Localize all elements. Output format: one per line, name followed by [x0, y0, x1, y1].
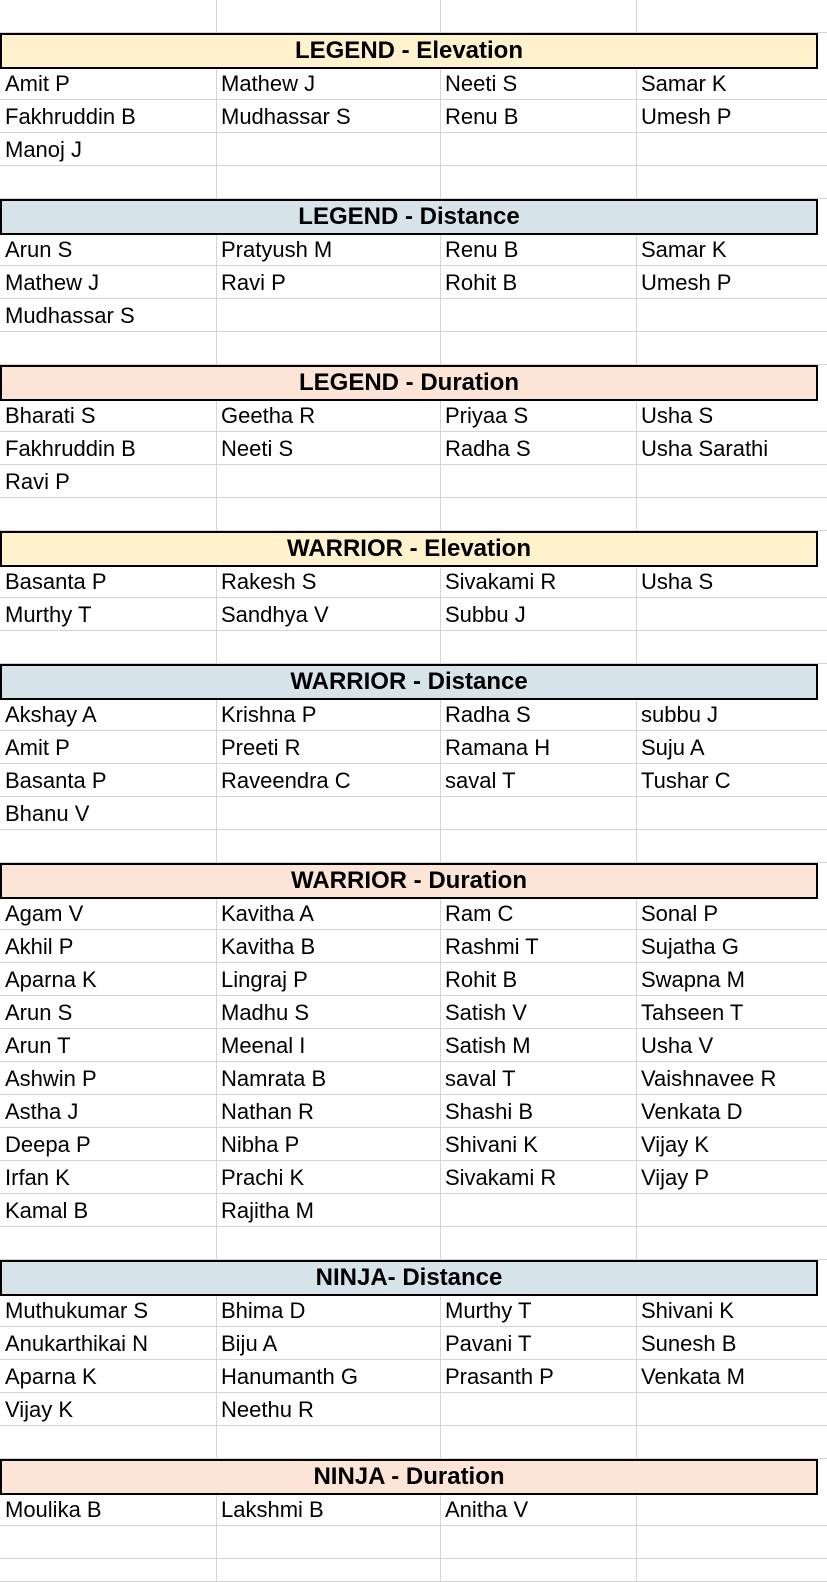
table-row: [0, 1393, 827, 1426]
name-cell[interactable]: [636, 465, 827, 497]
name-cell[interactable]: Lakshmi B: [221, 1497, 324, 1522]
name-cell[interactable]: Murthy T: [445, 1298, 532, 1323]
name-cell[interactable]: Arun T: [5, 1033, 71, 1058]
blank-row: [0, 332, 827, 365]
name-cell[interactable]: Neethu R: [221, 1397, 314, 1422]
table-row: [0, 233, 827, 266]
name-cell[interactable]: Arun S: [5, 237, 73, 262]
name-cell[interactable]: Ashwin P: [5, 1066, 97, 1091]
name-cell[interactable]: Rakesh S: [221, 569, 317, 594]
name-cell[interactable]: Aparna K: [5, 1364, 97, 1389]
name-cell[interactable]: Kamal B: [5, 1198, 89, 1223]
name-cell[interactable]: Raveendra C: [221, 768, 351, 793]
blank-row: [0, 1526, 827, 1559]
table-row: [0, 764, 827, 797]
name-cell[interactable]: [636, 133, 827, 165]
name-cell[interactable]: Nathan R: [221, 1099, 314, 1124]
name-cell[interactable]: Venkata M: [641, 1364, 745, 1389]
name-cell[interactable]: Samar K: [641, 237, 727, 262]
name-cell[interactable]: Astha J: [5, 1099, 79, 1124]
table-row: [0, 1327, 827, 1360]
section-header: WARRIOR - Duration: [0, 863, 818, 899]
table-row: [0, 1294, 827, 1327]
name-cell[interactable]: Rashmi T: [445, 934, 539, 959]
name-cell[interactable]: [440, 133, 636, 165]
table-row: [0, 565, 827, 598]
name-cell[interactable]: Prachi K: [221, 1165, 305, 1190]
name-cell[interactable]: subbu J: [641, 702, 719, 727]
blank-row: [0, 498, 827, 531]
name-cell[interactable]: Geetha R: [221, 403, 316, 428]
name-cell[interactable]: Nibha P: [221, 1132, 300, 1157]
name-cell[interactable]: Samar K: [641, 71, 727, 96]
section-header: WARRIOR - Distance: [0, 664, 818, 700]
name-cell[interactable]: Krishna P: [221, 702, 317, 727]
name-cell[interactable]: Lingraj P: [221, 967, 308, 992]
name-cell[interactable]: Kavitha A: [221, 901, 314, 926]
table-row: [0, 100, 827, 133]
section-header: WARRIOR - Elevation: [0, 531, 818, 567]
name-cell[interactable]: [216, 465, 440, 497]
name-cell[interactable]: Hanumanth G: [221, 1364, 358, 1389]
section-header: LEGEND - Duration: [0, 365, 818, 401]
table-row: [0, 1095, 827, 1128]
name-cell[interactable]: Biju A: [221, 1331, 278, 1356]
name-cell[interactable]: [636, 1493, 827, 1525]
name-cell[interactable]: Ravi P: [5, 469, 70, 494]
name-cell[interactable]: Fakhruddin B: [5, 436, 136, 461]
name-cell[interactable]: saval T: [445, 768, 516, 793]
name-cell[interactable]: Renu B: [445, 237, 519, 262]
table-row: [0, 897, 827, 930]
name-cell[interactable]: [216, 133, 440, 165]
name-cell[interactable]: Sandhya V: [221, 602, 329, 627]
name-cell[interactable]: Swapna M: [641, 967, 745, 992]
name-cell[interactable]: Neeti S: [445, 71, 518, 96]
name-cell[interactable]: Rohit B: [445, 967, 518, 992]
name-cell[interactable]: Mathew J: [221, 71, 316, 96]
name-cell[interactable]: Vijay P: [641, 1165, 710, 1190]
name-cell[interactable]: [636, 299, 827, 331]
name-cell[interactable]: Bhanu V: [5, 801, 90, 826]
name-cell[interactable]: Bhima D: [221, 1298, 306, 1323]
table-row: [0, 996, 827, 1029]
name-cell[interactable]: [440, 299, 636, 331]
name-cell[interactable]: Vaishnavee R: [641, 1066, 777, 1091]
table-row: [0, 963, 827, 996]
name-cell[interactable]: Agam V: [5, 901, 84, 926]
name-cell[interactable]: Rohit B: [445, 270, 518, 295]
name-cell[interactable]: Akhil P: [5, 934, 74, 959]
blank-row: [0, 166, 827, 199]
table-row: [0, 1360, 827, 1393]
name-cell[interactable]: Priyaa S: [445, 403, 529, 428]
blank-row: [0, 631, 827, 664]
table-row: [0, 1062, 827, 1095]
table-row: [0, 698, 827, 731]
table-row: [0, 1194, 827, 1227]
name-cell[interactable]: Anitha V: [445, 1497, 529, 1522]
table-row: [0, 432, 827, 465]
table-row: [0, 299, 827, 332]
name-cell[interactable]: Sivakami R: [445, 1165, 557, 1190]
table-row: [0, 133, 827, 166]
name-cell[interactable]: Pratyush M: [221, 237, 333, 262]
blank-row: [0, 0, 827, 33]
name-cell[interactable]: Umesh P: [641, 270, 732, 295]
name-cell[interactable]: Prasanth P: [445, 1364, 554, 1389]
name-cell[interactable]: Subbu J: [445, 602, 526, 627]
name-cell[interactable]: Venkata D: [641, 1099, 743, 1124]
name-cell[interactable]: Basanta P: [5, 569, 107, 594]
name-cell[interactable]: Mudhassar S: [221, 104, 351, 129]
blank-row: [0, 1559, 827, 1582]
name-cell[interactable]: [636, 797, 827, 829]
name-cell[interactable]: Shivani K: [641, 1298, 734, 1323]
blank-row: [0, 1227, 827, 1260]
section-header: NINJA - Duration: [0, 1459, 818, 1495]
name-cell[interactable]: Neeti S: [221, 436, 294, 461]
section-header: LEGEND - Distance: [0, 199, 818, 235]
name-cell[interactable]: Mathew J: [5, 270, 100, 295]
name-cell[interactable]: Shashi B: [445, 1099, 534, 1124]
name-cell[interactable]: Satish V: [445, 1000, 527, 1025]
name-cell[interactable]: Kavitha B: [221, 934, 316, 959]
name-cell[interactable]: Shivani K: [445, 1132, 538, 1157]
name-cell[interactable]: Radha S: [445, 436, 531, 461]
table-row: [0, 1493, 827, 1526]
section-header: NINJA- Distance: [0, 1260, 818, 1296]
name-cell[interactable]: [636, 598, 827, 630]
name-cell[interactable]: Moulika B: [5, 1497, 102, 1522]
name-cell[interactable]: Amit P: [5, 735, 70, 760]
name-cell[interactable]: Umesh P: [641, 104, 732, 129]
table-row: [0, 1128, 827, 1161]
name-cell[interactable]: saval T: [445, 1066, 516, 1091]
name-cell[interactable]: [440, 1393, 636, 1425]
name-cell[interactable]: Bharati S: [5, 403, 96, 428]
table-row: [0, 266, 827, 299]
name-cell[interactable]: Rajitha M: [221, 1198, 314, 1223]
name-cell[interactable]: Deepa P: [5, 1132, 91, 1157]
name-cell[interactable]: Basanta P: [5, 768, 107, 793]
name-cell[interactable]: Madhu S: [221, 1000, 310, 1025]
name-cell[interactable]: Ramana H: [445, 735, 551, 760]
name-cell[interactable]: Irfan K: [5, 1165, 70, 1190]
name-cell[interactable]: [216, 299, 440, 331]
name-cell[interactable]: Pavani T: [445, 1331, 532, 1356]
table-row: [0, 1161, 827, 1194]
name-cell[interactable]: Usha S: [641, 403, 714, 428]
name-cell[interactable]: Tushar C: [641, 768, 731, 793]
blank-row: [0, 830, 827, 863]
name-cell[interactable]: Fakhruddin B: [5, 104, 136, 129]
name-cell[interactable]: Namrata B: [221, 1066, 327, 1091]
name-cell[interactable]: [216, 797, 440, 829]
table-row: [0, 1029, 827, 1062]
name-cell[interactable]: Ravi P: [221, 270, 286, 295]
name-cell[interactable]: Meenal I: [221, 1033, 306, 1058]
name-cell[interactable]: Ram C: [445, 901, 514, 926]
name-cell[interactable]: Renu B: [445, 104, 519, 129]
table-row: [0, 67, 827, 100]
name-cell[interactable]: [636, 1194, 827, 1226]
table-row: [0, 731, 827, 764]
table-row: [0, 930, 827, 963]
name-cell[interactable]: Arun S: [5, 1000, 73, 1025]
name-cell[interactable]: Satish M: [445, 1033, 531, 1058]
name-cell[interactable]: [440, 1194, 636, 1226]
name-cell[interactable]: Mudhassar S: [5, 303, 135, 328]
name-cell[interactable]: Muthukumar S: [5, 1298, 149, 1323]
name-cell[interactable]: Sonal P: [641, 901, 719, 926]
name-cell[interactable]: Anukarthikai N: [5, 1331, 149, 1356]
table-row: [0, 797, 827, 830]
name-cell[interactable]: Murthy T: [5, 602, 92, 627]
name-cell[interactable]: Preeti R: [221, 735, 301, 760]
name-cell[interactable]: [440, 797, 636, 829]
name-cell[interactable]: Manoj J: [5, 137, 83, 162]
name-cell[interactable]: Akshay A: [5, 702, 97, 727]
table-row: [0, 399, 827, 432]
section-header: LEGEND - Elevation: [0, 33, 818, 69]
blank-row: [0, 1426, 827, 1459]
name-cell[interactable]: Aparna K: [5, 967, 97, 992]
name-cell[interactable]: [440, 465, 636, 497]
table-row: [0, 598, 827, 631]
name-cell[interactable]: Vijay K: [641, 1132, 710, 1157]
name-cell[interactable]: Radha S: [445, 702, 531, 727]
table-row: [0, 465, 827, 498]
name-cell[interactable]: Sujatha G: [641, 934, 739, 959]
name-cell[interactable]: Amit P: [5, 71, 70, 96]
name-cell[interactable]: Vijay K: [5, 1397, 74, 1422]
name-cell[interactable]: Sivakami R: [445, 569, 557, 594]
name-cell[interactable]: Usha S: [641, 569, 714, 594]
name-cell[interactable]: Sunesh B: [641, 1331, 737, 1356]
name-cell[interactable]: Tahseen T: [641, 1000, 744, 1025]
name-cell[interactable]: [636, 1393, 827, 1425]
name-cell[interactable]: Suju A: [641, 735, 705, 760]
name-cell[interactable]: Usha V: [641, 1033, 714, 1058]
name-cell[interactable]: Usha Sarathi: [641, 436, 769, 461]
